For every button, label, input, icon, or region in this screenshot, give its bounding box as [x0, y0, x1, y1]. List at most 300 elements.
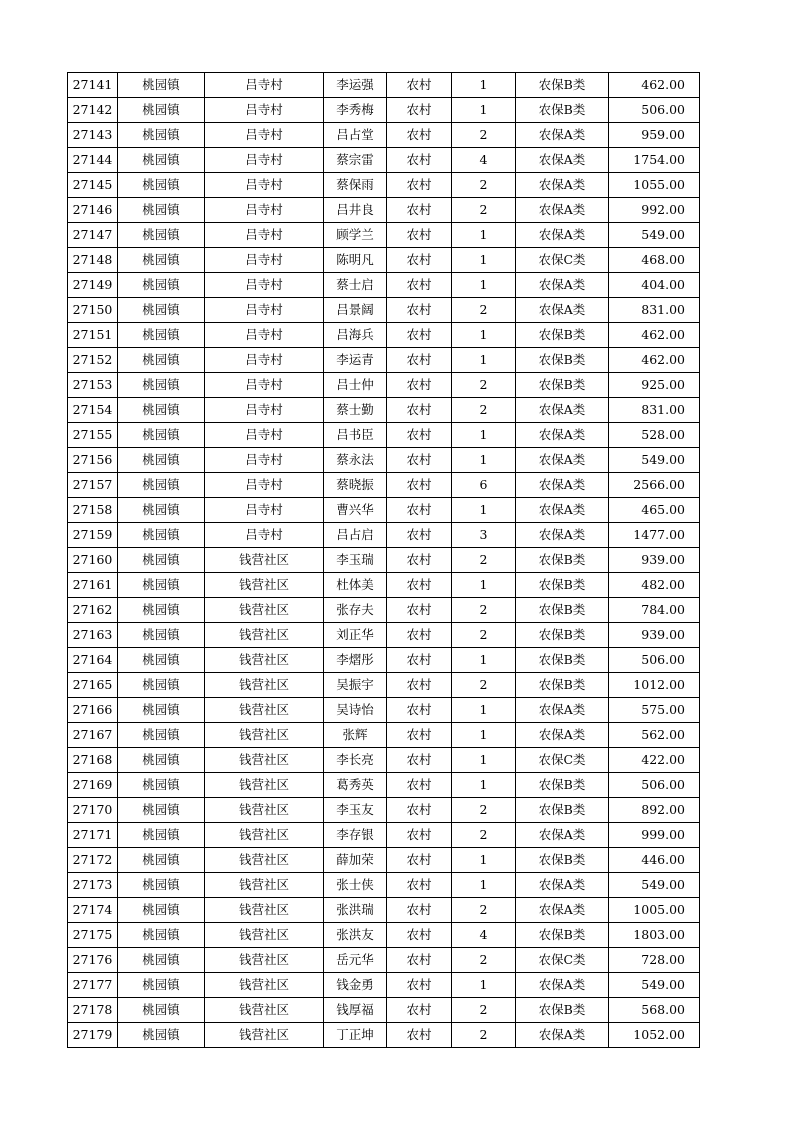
- record-id-cell: 27149: [68, 273, 118, 298]
- household-type-cell: 农村: [387, 473, 452, 498]
- amount-cell: 2566.00: [609, 473, 700, 498]
- village-cell: 吕寺村: [205, 323, 324, 348]
- table-row: [68, 423, 700, 448]
- table-row: [68, 548, 700, 573]
- town-cell: 桃园镇: [118, 873, 205, 898]
- household-type-cell: 农村: [387, 973, 452, 998]
- name-cell: 吕占堂: [324, 123, 387, 148]
- person-count-cell: 2: [452, 623, 516, 648]
- household-type-cell: 农村: [387, 798, 452, 823]
- village-cell: 钱营社区: [205, 1023, 324, 1048]
- amount-cell: 404.00: [609, 273, 700, 298]
- village-cell: 吕寺村: [205, 473, 324, 498]
- table-row: [68, 473, 700, 498]
- amount-cell: 462.00: [609, 348, 700, 373]
- household-type-cell: 农村: [387, 848, 452, 873]
- amount-cell: 1754.00: [609, 148, 700, 173]
- amount-cell: 1055.00: [609, 173, 700, 198]
- person-count-cell: 1: [452, 223, 516, 248]
- category-cell: 农保A类: [516, 173, 609, 198]
- category-cell: 农保B类: [516, 848, 609, 873]
- village-cell: 钱营社区: [205, 998, 324, 1023]
- amount-cell: 831.00: [609, 398, 700, 423]
- record-id-cell: 27170: [68, 798, 118, 823]
- amount-cell: 925.00: [609, 373, 700, 398]
- table-row: [68, 98, 700, 123]
- village-cell: 吕寺村: [205, 498, 324, 523]
- household-type-cell: 农村: [387, 573, 452, 598]
- name-cell: 李长亮: [324, 748, 387, 773]
- record-id-cell: 27153: [68, 373, 118, 398]
- table-row: [68, 148, 700, 173]
- village-cell: 吕寺村: [205, 173, 324, 198]
- record-id-cell: 27177: [68, 973, 118, 998]
- household-type-cell: 农村: [387, 1023, 452, 1048]
- person-count-cell: 1: [452, 448, 516, 473]
- table-row: [68, 748, 700, 773]
- town-cell: 桃园镇: [118, 148, 205, 173]
- village-cell: 吕寺村: [205, 448, 324, 473]
- category-cell: 农保A类: [516, 898, 609, 923]
- category-cell: 农保A类: [516, 398, 609, 423]
- table-row: [68, 223, 700, 248]
- person-count-cell: 2: [452, 798, 516, 823]
- person-count-cell: 2: [452, 898, 516, 923]
- table-row: [68, 498, 700, 523]
- household-type-cell: 农村: [387, 73, 452, 98]
- name-cell: 蔡士启: [324, 273, 387, 298]
- record-id-cell: 27152: [68, 348, 118, 373]
- name-cell: 丁正坤: [324, 1023, 387, 1048]
- town-cell: 桃园镇: [118, 473, 205, 498]
- village-cell: 钱营社区: [205, 748, 324, 773]
- category-cell: 农保A类: [516, 123, 609, 148]
- village-cell: 吕寺村: [205, 373, 324, 398]
- person-count-cell: 2: [452, 598, 516, 623]
- village-cell: 吕寺村: [205, 348, 324, 373]
- town-cell: 桃园镇: [118, 273, 205, 298]
- village-cell: 钱营社区: [205, 798, 324, 823]
- town-cell: 桃园镇: [118, 298, 205, 323]
- household-type-cell: 农村: [387, 273, 452, 298]
- household-type-cell: 农村: [387, 548, 452, 573]
- village-cell: 钱营社区: [205, 673, 324, 698]
- table-row: [68, 373, 700, 398]
- town-cell: 桃园镇: [118, 648, 205, 673]
- person-count-cell: 2: [452, 823, 516, 848]
- record-id-cell: 27146: [68, 198, 118, 223]
- record-id-cell: 27142: [68, 98, 118, 123]
- town-cell: 桃园镇: [118, 773, 205, 798]
- name-cell: 张洪瑞: [324, 898, 387, 923]
- name-cell: 顾学兰: [324, 223, 387, 248]
- category-cell: 农保A类: [516, 148, 609, 173]
- amount-cell: 1477.00: [609, 523, 700, 548]
- household-type-cell: 农村: [387, 348, 452, 373]
- town-cell: 桃园镇: [118, 73, 205, 98]
- record-id-cell: 27157: [68, 473, 118, 498]
- record-id-cell: 27171: [68, 823, 118, 848]
- category-cell: 农保A类: [516, 423, 609, 448]
- household-type-cell: 农村: [387, 698, 452, 723]
- household-type-cell: 农村: [387, 523, 452, 548]
- name-cell: 张士侠: [324, 873, 387, 898]
- table-row: [68, 273, 700, 298]
- category-cell: 农保A类: [516, 473, 609, 498]
- amount-cell: 549.00: [609, 973, 700, 998]
- amount-cell: 422.00: [609, 748, 700, 773]
- household-type-cell: 农村: [387, 323, 452, 348]
- town-cell: 桃园镇: [118, 548, 205, 573]
- village-cell: 吕寺村: [205, 398, 324, 423]
- category-cell: 农保C类: [516, 248, 609, 273]
- name-cell: 薛加荣: [324, 848, 387, 873]
- record-id-cell: 27158: [68, 498, 118, 523]
- person-count-cell: 1: [452, 748, 516, 773]
- amount-cell: 939.00: [609, 623, 700, 648]
- person-count-cell: 2: [452, 123, 516, 148]
- category-cell: 农保B类: [516, 373, 609, 398]
- table-row: [68, 298, 700, 323]
- person-count-cell: 1: [452, 273, 516, 298]
- record-id-cell: 27175: [68, 923, 118, 948]
- person-count-cell: 4: [452, 923, 516, 948]
- category-cell: 农保B类: [516, 673, 609, 698]
- record-id-cell: 27163: [68, 623, 118, 648]
- person-count-cell: 2: [452, 548, 516, 573]
- household-type-cell: 农村: [387, 148, 452, 173]
- category-cell: 农保A类: [516, 298, 609, 323]
- person-count-cell: 2: [452, 948, 516, 973]
- household-type-cell: 农村: [387, 223, 452, 248]
- name-cell: 吕占启: [324, 523, 387, 548]
- table-row: [68, 1023, 700, 1048]
- table-row: [68, 723, 700, 748]
- category-cell: 农保A类: [516, 448, 609, 473]
- name-cell: 杜体美: [324, 573, 387, 598]
- village-cell: 钱营社区: [205, 923, 324, 948]
- category-cell: 农保B类: [516, 998, 609, 1023]
- table-row: [68, 873, 700, 898]
- record-id-cell: 27174: [68, 898, 118, 923]
- village-cell: 钱营社区: [205, 948, 324, 973]
- town-cell: 桃园镇: [118, 98, 205, 123]
- category-cell: 农保B类: [516, 648, 609, 673]
- amount-cell: 446.00: [609, 848, 700, 873]
- category-cell: 农保B类: [516, 773, 609, 798]
- village-cell: 吕寺村: [205, 123, 324, 148]
- table-row: [68, 623, 700, 648]
- household-type-cell: 农村: [387, 448, 452, 473]
- village-cell: 钱营社区: [205, 773, 324, 798]
- name-cell: 刘正华: [324, 623, 387, 648]
- amount-cell: 549.00: [609, 223, 700, 248]
- table-row: [68, 923, 700, 948]
- town-cell: 桃园镇: [118, 398, 205, 423]
- person-count-cell: 1: [452, 73, 516, 98]
- town-cell: 桃园镇: [118, 173, 205, 198]
- town-cell: 桃园镇: [118, 673, 205, 698]
- person-count-cell: 2: [452, 373, 516, 398]
- household-type-cell: 农村: [387, 498, 452, 523]
- person-count-cell: 1: [452, 573, 516, 598]
- person-count-cell: 1: [452, 698, 516, 723]
- table-row: [68, 848, 700, 873]
- name-cell: 吕海兵: [324, 323, 387, 348]
- records-table-body: [68, 73, 700, 1048]
- name-cell: 吕景阔: [324, 298, 387, 323]
- person-count-cell: 1: [452, 323, 516, 348]
- record-id-cell: 27161: [68, 573, 118, 598]
- household-type-cell: 农村: [387, 398, 452, 423]
- record-id-cell: 27151: [68, 323, 118, 348]
- table-row: [68, 398, 700, 423]
- household-type-cell: 农村: [387, 123, 452, 148]
- household-type-cell: 农村: [387, 873, 452, 898]
- record-id-cell: 27150: [68, 298, 118, 323]
- name-cell: 岳元华: [324, 948, 387, 973]
- record-id-cell: 27169: [68, 773, 118, 798]
- household-type-cell: 农村: [387, 998, 452, 1023]
- table-row: [68, 648, 700, 673]
- household-type-cell: 农村: [387, 898, 452, 923]
- record-id-cell: 27173: [68, 873, 118, 898]
- person-count-cell: 2: [452, 673, 516, 698]
- household-type-cell: 农村: [387, 673, 452, 698]
- record-id-cell: 27154: [68, 398, 118, 423]
- amount-cell: 462.00: [609, 323, 700, 348]
- record-id-cell: 27178: [68, 998, 118, 1023]
- town-cell: 桃园镇: [118, 748, 205, 773]
- person-count-cell: 1: [452, 723, 516, 748]
- person-count-cell: 4: [452, 148, 516, 173]
- category-cell: 农保B类: [516, 598, 609, 623]
- amount-cell: 728.00: [609, 948, 700, 973]
- town-cell: 桃园镇: [118, 373, 205, 398]
- category-cell: 农保B类: [516, 548, 609, 573]
- amount-cell: 506.00: [609, 98, 700, 123]
- person-count-cell: 1: [452, 348, 516, 373]
- category-cell: 农保A类: [516, 723, 609, 748]
- town-cell: 桃园镇: [118, 248, 205, 273]
- amount-cell: 1005.00: [609, 898, 700, 923]
- household-type-cell: 农村: [387, 723, 452, 748]
- town-cell: 桃园镇: [118, 348, 205, 373]
- category-cell: 农保C类: [516, 948, 609, 973]
- household-type-cell: 农村: [387, 648, 452, 673]
- household-type-cell: 农村: [387, 98, 452, 123]
- household-type-cell: 农村: [387, 923, 452, 948]
- record-id-cell: 27167: [68, 723, 118, 748]
- household-type-cell: 农村: [387, 598, 452, 623]
- record-id-cell: 27141: [68, 73, 118, 98]
- town-cell: 桃园镇: [118, 523, 205, 548]
- town-cell: 桃园镇: [118, 223, 205, 248]
- name-cell: 张辉: [324, 723, 387, 748]
- amount-cell: 468.00: [609, 248, 700, 273]
- household-type-cell: 农村: [387, 173, 452, 198]
- amount-cell: 528.00: [609, 423, 700, 448]
- amount-cell: 892.00: [609, 798, 700, 823]
- person-count-cell: 1: [452, 98, 516, 123]
- table-row: [68, 698, 700, 723]
- person-count-cell: 2: [452, 1023, 516, 1048]
- table-row: [68, 173, 700, 198]
- category-cell: 农保A类: [516, 273, 609, 298]
- amount-cell: 992.00: [609, 198, 700, 223]
- record-id-cell: 27145: [68, 173, 118, 198]
- category-cell: 农保B类: [516, 323, 609, 348]
- village-cell: 钱营社区: [205, 823, 324, 848]
- town-cell: 桃园镇: [118, 698, 205, 723]
- town-cell: 桃园镇: [118, 598, 205, 623]
- amount-cell: 1803.00: [609, 923, 700, 948]
- name-cell: 蔡士勤: [324, 398, 387, 423]
- person-count-cell: 1: [452, 873, 516, 898]
- category-cell: 农保A类: [516, 1023, 609, 1048]
- town-cell: 桃园镇: [118, 823, 205, 848]
- table-row: [68, 573, 700, 598]
- amount-cell: 575.00: [609, 698, 700, 723]
- category-cell: 农保B类: [516, 798, 609, 823]
- name-cell: 蔡保雨: [324, 173, 387, 198]
- town-cell: 桃园镇: [118, 973, 205, 998]
- town-cell: 桃园镇: [118, 798, 205, 823]
- household-type-cell: 农村: [387, 423, 452, 448]
- name-cell: 钱厚福: [324, 998, 387, 1023]
- town-cell: 桃园镇: [118, 848, 205, 873]
- record-id-cell: 27156: [68, 448, 118, 473]
- household-type-cell: 农村: [387, 748, 452, 773]
- amount-cell: 959.00: [609, 123, 700, 148]
- person-count-cell: 1: [452, 773, 516, 798]
- category-cell: 农保A类: [516, 698, 609, 723]
- household-type-cell: 农村: [387, 248, 452, 273]
- household-type-cell: 农村: [387, 773, 452, 798]
- amount-cell: 939.00: [609, 548, 700, 573]
- town-cell: 桃园镇: [118, 723, 205, 748]
- village-cell: 钱营社区: [205, 873, 324, 898]
- table-row: [68, 998, 700, 1023]
- category-cell: 农保A类: [516, 873, 609, 898]
- person-count-cell: 2: [452, 198, 516, 223]
- amount-cell: 1012.00: [609, 673, 700, 698]
- name-cell: 李玉友: [324, 798, 387, 823]
- record-id-cell: 27162: [68, 598, 118, 623]
- town-cell: 桃园镇: [118, 423, 205, 448]
- name-cell: 蔡永法: [324, 448, 387, 473]
- name-cell: 张存夫: [324, 598, 387, 623]
- name-cell: 蔡晓振: [324, 473, 387, 498]
- person-count-cell: 2: [452, 998, 516, 1023]
- village-cell: 钱营社区: [205, 623, 324, 648]
- name-cell: 吕井良: [324, 198, 387, 223]
- record-id-cell: 27159: [68, 523, 118, 548]
- name-cell: 李熠彤: [324, 648, 387, 673]
- village-cell: 吕寺村: [205, 298, 324, 323]
- person-count-cell: 1: [452, 423, 516, 448]
- table-row: [68, 823, 700, 848]
- village-cell: 钱营社区: [205, 723, 324, 748]
- amount-cell: 462.00: [609, 73, 700, 98]
- town-cell: 桃园镇: [118, 623, 205, 648]
- household-type-cell: 农村: [387, 198, 452, 223]
- person-count-cell: 2: [452, 298, 516, 323]
- town-cell: 桃园镇: [118, 198, 205, 223]
- name-cell: 葛秀英: [324, 773, 387, 798]
- household-type-cell: 农村: [387, 623, 452, 648]
- town-cell: 桃园镇: [118, 448, 205, 473]
- person-count-cell: 6: [452, 473, 516, 498]
- person-count-cell: 2: [452, 173, 516, 198]
- village-cell: 吕寺村: [205, 73, 324, 98]
- town-cell: 桃园镇: [118, 123, 205, 148]
- record-id-cell: 27166: [68, 698, 118, 723]
- person-count-cell: 1: [452, 648, 516, 673]
- amount-cell: 465.00: [609, 498, 700, 523]
- village-cell: 吕寺村: [205, 98, 324, 123]
- category-cell: 农保B类: [516, 98, 609, 123]
- table-row: [68, 898, 700, 923]
- record-id-cell: 27155: [68, 423, 118, 448]
- table-row: [68, 598, 700, 623]
- table-row: [68, 523, 700, 548]
- name-cell: 李运强: [324, 73, 387, 98]
- table-row: [68, 973, 700, 998]
- village-cell: 钱营社区: [205, 973, 324, 998]
- amount-cell: 999.00: [609, 823, 700, 848]
- table-row: [68, 348, 700, 373]
- record-id-cell: 27168: [68, 748, 118, 773]
- town-cell: 桃园镇: [118, 1023, 205, 1048]
- category-cell: 农保A类: [516, 973, 609, 998]
- village-cell: 吕寺村: [205, 148, 324, 173]
- table-row: [68, 123, 700, 148]
- record-id-cell: 27148: [68, 248, 118, 273]
- town-cell: 桃园镇: [118, 323, 205, 348]
- name-cell: 李秀梅: [324, 98, 387, 123]
- name-cell: 陈明凡: [324, 248, 387, 273]
- village-cell: 吕寺村: [205, 273, 324, 298]
- village-cell: 钱营社区: [205, 573, 324, 598]
- village-cell: 钱营社区: [205, 648, 324, 673]
- name-cell: 吕书臣: [324, 423, 387, 448]
- amount-cell: 568.00: [609, 998, 700, 1023]
- amount-cell: 506.00: [609, 773, 700, 798]
- records-table: [67, 72, 700, 1048]
- name-cell: 张洪友: [324, 923, 387, 948]
- name-cell: 蔡宗雷: [324, 148, 387, 173]
- table-row: [68, 798, 700, 823]
- town-cell: 桃园镇: [118, 998, 205, 1023]
- household-type-cell: 农村: [387, 373, 452, 398]
- name-cell: 吕士仲: [324, 373, 387, 398]
- name-cell: 李运青: [324, 348, 387, 373]
- record-id-cell: 27179: [68, 1023, 118, 1048]
- record-id-cell: 27147: [68, 223, 118, 248]
- name-cell: 曹兴华: [324, 498, 387, 523]
- person-count-cell: 1: [452, 248, 516, 273]
- amount-cell: 831.00: [609, 298, 700, 323]
- person-count-cell: 2: [452, 398, 516, 423]
- village-cell: 吕寺村: [205, 523, 324, 548]
- category-cell: 农保A类: [516, 523, 609, 548]
- table-row: [68, 948, 700, 973]
- record-id-cell: 27165: [68, 673, 118, 698]
- record-id-cell: 27176: [68, 948, 118, 973]
- record-id-cell: 27144: [68, 148, 118, 173]
- amount-cell: 562.00: [609, 723, 700, 748]
